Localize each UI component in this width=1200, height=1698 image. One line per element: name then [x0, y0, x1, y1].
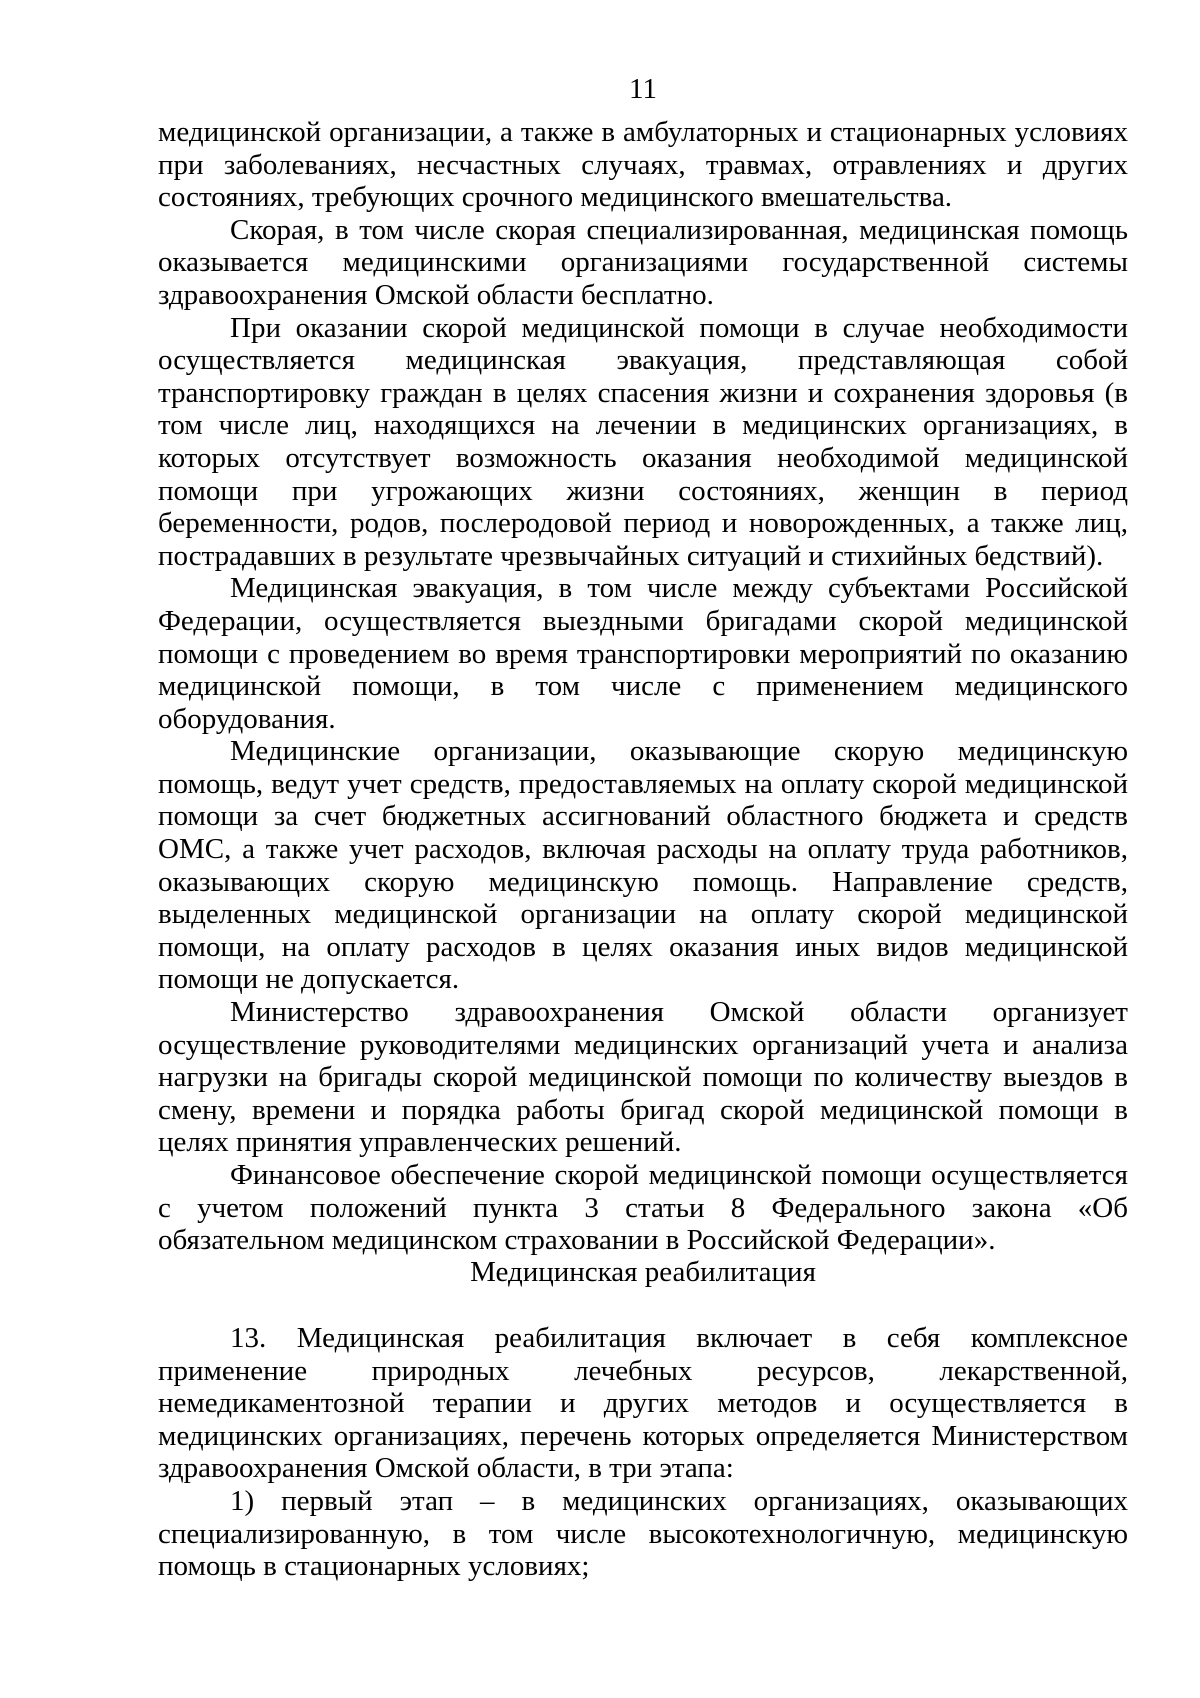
paragraph: 13. Медицинская реабилитация включает в себя комплексное применение природных лечебных ресурсов, лекарственной, немедикаментозной терапии и других методов и осуществляется в медицинских организациях, перечень которых определяется Министерством здравоохранения Омской области, в три этапа:: [158, 1322, 1128, 1485]
paragraph: Медицинские организации, оказывающие скорую медицинскую помощь, ведут учет средств, предоставляемых на оплату скорой медицинской помощи за счет бюджетных ассигнований областного бюджета и средств ОМС, а также учет расходов, включая расходы на оплату труда работников, оказывающих скорую медицинскую помощь. Направление средств, выделенных медицинской организации на оплату скорой медицинской помощи, на оплату расходов в целях оказания иных видов медицинской помощи не допускается.: [158, 735, 1128, 996]
body-text: [158, 116, 1128, 1257]
paragraph: Финансовое обеспечение скорой медицинской помощи осуществляется с учетом положений пункта 3 статьи 8 Федерального закона «Об обязательном медицинском страховании в Российской Федерации».: [158, 1159, 1128, 1257]
paragraph: Министерство здравоохранения Омской области организует осуществление руководителями медицинских организаций учета и анализа нагрузки на бригады скорой медицинской помощи по количеству выездов в смену, времени и порядка работы бригад скорой медицинской помощи в целях принятия управленческих решений.: [158, 996, 1128, 1159]
section-heading: Медицинская реабилитация: [470, 1256, 816, 1288]
page-number: 11: [629, 73, 657, 105]
paragraph: 1) первый этап – в медицинских организациях, оказывающих специализированную, в том числе высокотехнологичную, медицинскую помощь в стационарных условиях;: [158, 1484, 1128, 1583]
paragraph: Скорая, в том числе скорая специализированная, медицинская помощь оказывается медицинскими организациями государственной системы здравоохранения Омской области бесплатно.: [158, 213, 1128, 311]
paragraph-continuation: медицинской организации, а также в амбулаторных и стационарных условиях при заболеваниях, несчастных случаях, травмах, отравлениях и других состояниях, требующих срочного медицинского вмешательства.: [158, 116, 1128, 214]
paragraph: Медицинская эвакуация, в том числе между субъектами Российской Федерации, осуществляется выездными бригадами скорой медицинской помощи с проведением во время транспортировки мероприятий по оказанию медицинской помощи, в том числе с применением медицинского оборудования.: [158, 572, 1128, 735]
paragraph: При оказании скорой медицинской помощи в случае необходимости осуществляется медицинская эвакуация, представляющая собой транспортировку граждан в целях спасения жизни и сохранения здоровья (в том числе лиц, находящихся на лечении в медицинских организациях, в которых отсутствует возможность оказания необходимой медицинской помощи при угрожающих жизни состояниях, женщин в период беременности, родов, послеродовой период и новорожденных, а также лиц, пострадавших в результате чрезвычайных ситуаций и стихийных бедствий).: [158, 311, 1128, 572]
section-body-text: [158, 1322, 1128, 1583]
